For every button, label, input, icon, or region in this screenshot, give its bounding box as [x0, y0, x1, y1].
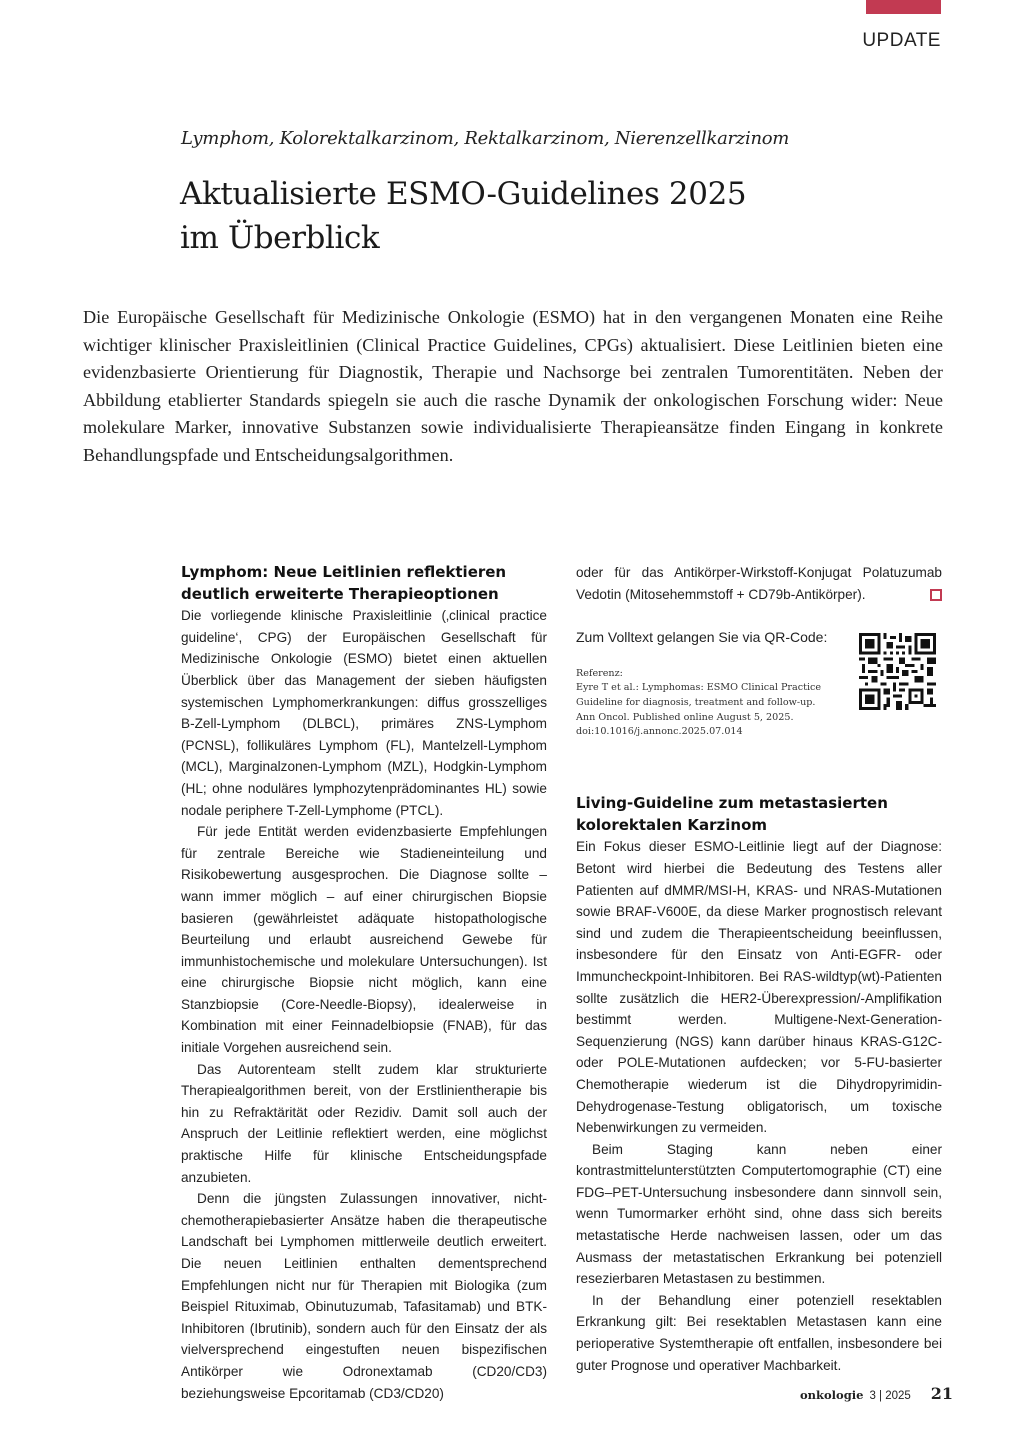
column-left [181, 562, 547, 1404]
reference-line: Guideline for diagnosis, treatment and follow-up. [576, 696, 816, 708]
column-right [576, 562, 942, 1376]
title-line-1: Aktualisierte ESMO-Guidelines 2025 [180, 176, 747, 212]
paragraph: Ein Fokus dieser ESMO-Leitlinie liegt auf der Diagnose: Betont wird hierbei die Bedeutung des Testens aller Patienten auf dMMR/MSI-H, KRAS- und NRAS-Mutationen sowie BRAF-V600E, da diese Marker prognostisch relevant sind und zudem die Therapieentscheidung beeinflussen, insbesondere für den Einsatz von Anti-EGFR- oder Immuncheckpoint-Inhibitoren. Bei RAS-wildtyp(wt)-Patienten sollte zusätzlich die HER2-Überexpression/-Amplifikation bestimmt werden. Multigene-Next-Generation-Sequenzierung (NGS) kann darüber hinaus KRAS-G12C- oder POLE-Mutationen aufdecken; vor 5-FU-basierter Chemotherapie wiederum ist die Dihydropyrimidin-Dehydrogenase-Testung obligatorisch, um toxische Nebenwirkungen zu vermeiden. [576, 839, 942, 1136]
page-number: 21 [930, 1384, 954, 1403]
section-heading-lymphom: Lymphom: Neue Leitlinien reflektieren deutlich erweiterte Therapieoptionen [181, 563, 507, 603]
section-accent-bar [866, 0, 941, 14]
end-of-article-icon [930, 589, 942, 601]
issue-number: 3 | 2025 [869, 1390, 911, 1402]
reference-line: Eyre T et al.: Lymphomas: ESMO Clinical Practice [576, 682, 822, 694]
paragraph: Die vorliegende klinische Praxisleitlinie (‚clinical practice guideline‘, CPG) der Europäischen Gesellschaft für Medizinische Onkologie (ESMO) bietet einen aktuellen Überblick über das Management der sieben häufigsten systemischen Lymphomerkrankungen: diffus grosszelliges B-Zell-Lymphom (DLBCL), primäres ZNS-Lymphom (PCNSL), follikuläres Lymphom (FL), Mantelzell-Lymphom (MCL), Marginalzonen-Lymphom (MZL), Hodgkin-Lymphom (HL; ohne noduläres lymphozytenprädominantes HL) sowie nodale periphere T-Zell-Lymphome (PTCL). [181, 608, 547, 818]
paragraph: Denn die jüngsten Zulassungen innovativer, nicht-chemotherapiebasierter Ansätze haben die therapeutische Landschaft bei Lymphomen mittlerweile deutlich erweitert. Die neuen Leitlinien enthalten dementsprechend Empfehlungen nicht nur für Therapien mit Biologika (zum Beispiel Rituximab, Obinutuzumab, Tafasitamab) und BTK-Inhibitoren (Ibrutinib), sondern auch für den Einsatz der als vielversprechend eingestuften neuen bispezifischen Antikörper wie Odronextamab (CD20/CD3) beziehungsweise Epcoritamab (CD3/CD20) [181, 1191, 547, 1401]
section-heading-kolorektal: Living-Guideline zum metastasierten kolorektalen Karzinom [576, 794, 888, 834]
qr-code-icon[interactable] [859, 633, 936, 710]
section-label: UPDATE [862, 30, 941, 51]
qr-caption: Zum Volltext gelangen Sie via QR-Code: [576, 629, 828, 646]
page-footer [800, 1384, 953, 1403]
title-line-2: im Überblick [180, 220, 380, 256]
paragraph: Beim Staging kann neben einer kontrastmittelunterstützten Computertomographie (CT) eine FDG–PET-Untersuchung insbesondere dann sinnvoll sein, wenn Tumormarker erhöht sind, ohne dass sich bereits metastatische Herde nachweisen lassen, oder um das Ausmass der metastatischen Erkrankung bei potenziell resezierbaren Metastasen zu bestimmen. [576, 1141, 942, 1287]
article-kicker: Lymphom, Kolorektalkarzinom, Rektalkarzinom, Nierenzellkarzinom [181, 128, 790, 149]
continuation-text: oder für das Antikörper-Wirkstoff-Konjugat Polatuzumab Vedotin (Mitosehemmstoff + CD79b-Antikörper). [576, 565, 942, 602]
paragraph: In der Behandlung einer potenziell resektablen Erkrankung gilt: Bei resektablen Metastasen kann eine perioperative Systemtherapie oft entfallen, insbesondere bei guter Prognose und operativer Machbarkeit. [576, 1292, 942, 1373]
reference-label: Referenz: [576, 667, 623, 679]
article-title [180, 172, 840, 260]
paragraph-continuation [576, 562, 942, 605]
reference-doi: doi:10.1016/j.annonc.2025.07.014 [576, 726, 743, 738]
qr-block [576, 627, 942, 737]
reference-line: Ann Oncol. Published online August 5, 2025. [576, 711, 794, 723]
article-lead: Die Europäische Gesellschaft für Medizinische Onkologie (ESMO) hat in den vergangenen Monaten eine Reihe wichtiger klinischer Praxisleitlinien (Clinical Practice Guidelines, CPGs) aktualisiert. Diese Leitlinien bieten eine evidenzbasierte Orientierung für Diagnostik, Therapie und Nachsorge bei zentralen Tumorentitäten. Neben der Abbildung etablierter Standards spiegeln sie auch die rasche Dynamik der onkologischen Forschung wider: Neue molekulare Marker, innovative Substanzen sowie individualisierte Therapieansätze finden Eingang in konkrete Behandlungspfade und Entscheidungsalgorithmen. [83, 307, 943, 465]
paragraph: Für jede Entität werden evidenzbasierte Empfehlungen für zentrale Bereiche wie Stadieneinteilung und Risikobewertung ausgesprochen. Die Diagnose sollte – wann immer möglich – auf einer chirurgischen Biopsie basieren (gewährleistet adäquate histopathologische Beurteilung und erlaubt ausreichend Gewebe für immunhistochemische und molekulare Untersuchungen). Ist eine chirurgische Biopsie nicht möglich, kann eine Stanzbiopsie (Core-Needle-Biopsy), idealerweise in Kombination mit einer Feinnadelbiopsie (FNAB), für das initiale Vorgehen ausreichend sein. [181, 824, 547, 1056]
magazine-name: onkologie [800, 1388, 864, 1402]
paragraph: Das Autorenteam stellt zudem klar strukturierte Therapiealgorithmen bereit, von der Erstlinientherapie bis hin zu Refraktärität oder Rezidiv. Damit soll auch der Anspruch der Leitlinie reflektiert werden, eine möglichst praktische Hilfe für klinische Entscheidungspfade anzubieten. [181, 1061, 547, 1185]
